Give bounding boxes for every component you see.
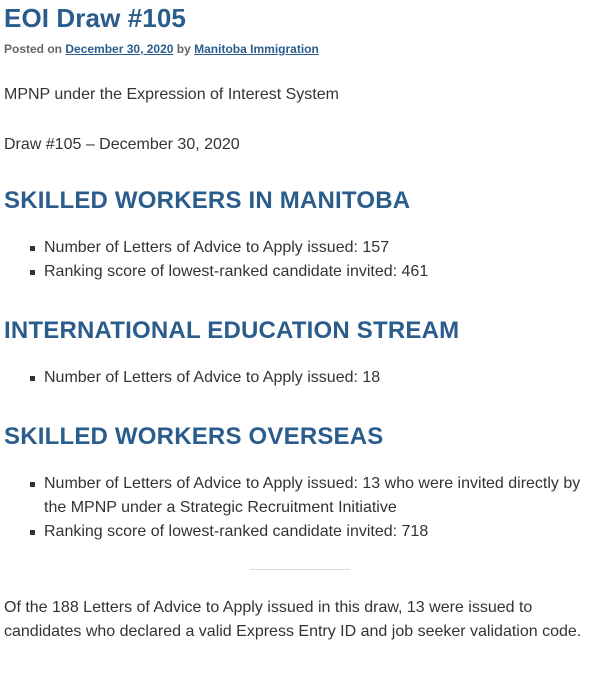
bullet-icon bbox=[30, 270, 35, 275]
list-item bbox=[44, 520, 600, 544]
by-label: by bbox=[176, 42, 191, 56]
list-item bbox=[44, 260, 600, 284]
list-skilled-workers-manitoba bbox=[4, 236, 600, 284]
list-item bbox=[44, 472, 600, 520]
bullet-icon bbox=[30, 246, 35, 251]
draw-line: Draw #105 – December 30, 2020 bbox=[4, 136, 240, 153]
list-item bbox=[44, 236, 600, 260]
section-heading-skilled-workers-manitoba: SKILLED WORKERS IN MANITOBA bbox=[4, 187, 411, 214]
post-title: EOI Draw #105 bbox=[4, 3, 186, 33]
intro-paragraph: MPNP under the Expression of Interest System bbox=[4, 86, 339, 103]
list-item-text: Ranking score of lowest-ranked candidate invited: 718 bbox=[44, 523, 429, 540]
list-international-education bbox=[4, 366, 600, 390]
post-date-link[interactable]: December 30, 2020 bbox=[65, 42, 174, 56]
list-item-text: Ranking score of lowest-ranked candidate invited: 461 bbox=[44, 263, 429, 280]
list-item-text: Number of Letters of Advice to Apply issued: 157 bbox=[44, 239, 390, 256]
bullet-icon bbox=[30, 482, 35, 487]
list-item-text: Number of Letters of Advice to Apply issued: 18 bbox=[44, 369, 381, 386]
list-item-text: Number of Letters of Advice to Apply issued: 13 who were invited directly by the MPNP under a Strategic Recruitment Initiative bbox=[44, 475, 581, 516]
author-link[interactable]: Manitoba Immigration bbox=[194, 42, 319, 56]
section-heading-international-education: INTERNATIONAL EDUCATION STREAM bbox=[4, 317, 460, 344]
list-item bbox=[44, 366, 600, 390]
bullet-icon bbox=[30, 376, 35, 381]
section-heading-skilled-workers-overseas: SKILLED WORKERS OVERSEAS bbox=[4, 423, 384, 450]
bullet-icon bbox=[30, 530, 35, 535]
post-meta bbox=[4, 41, 600, 57]
divider bbox=[250, 569, 350, 570]
posted-on-label: Posted on bbox=[4, 42, 63, 56]
list-skilled-workers-overseas bbox=[4, 472, 600, 544]
final-paragraph: Of the 188 Letters of Advice to Apply issued in this draw, 13 were issued to candidates who declared a valid Express Entry ID and job seeker validation code. bbox=[4, 599, 582, 640]
